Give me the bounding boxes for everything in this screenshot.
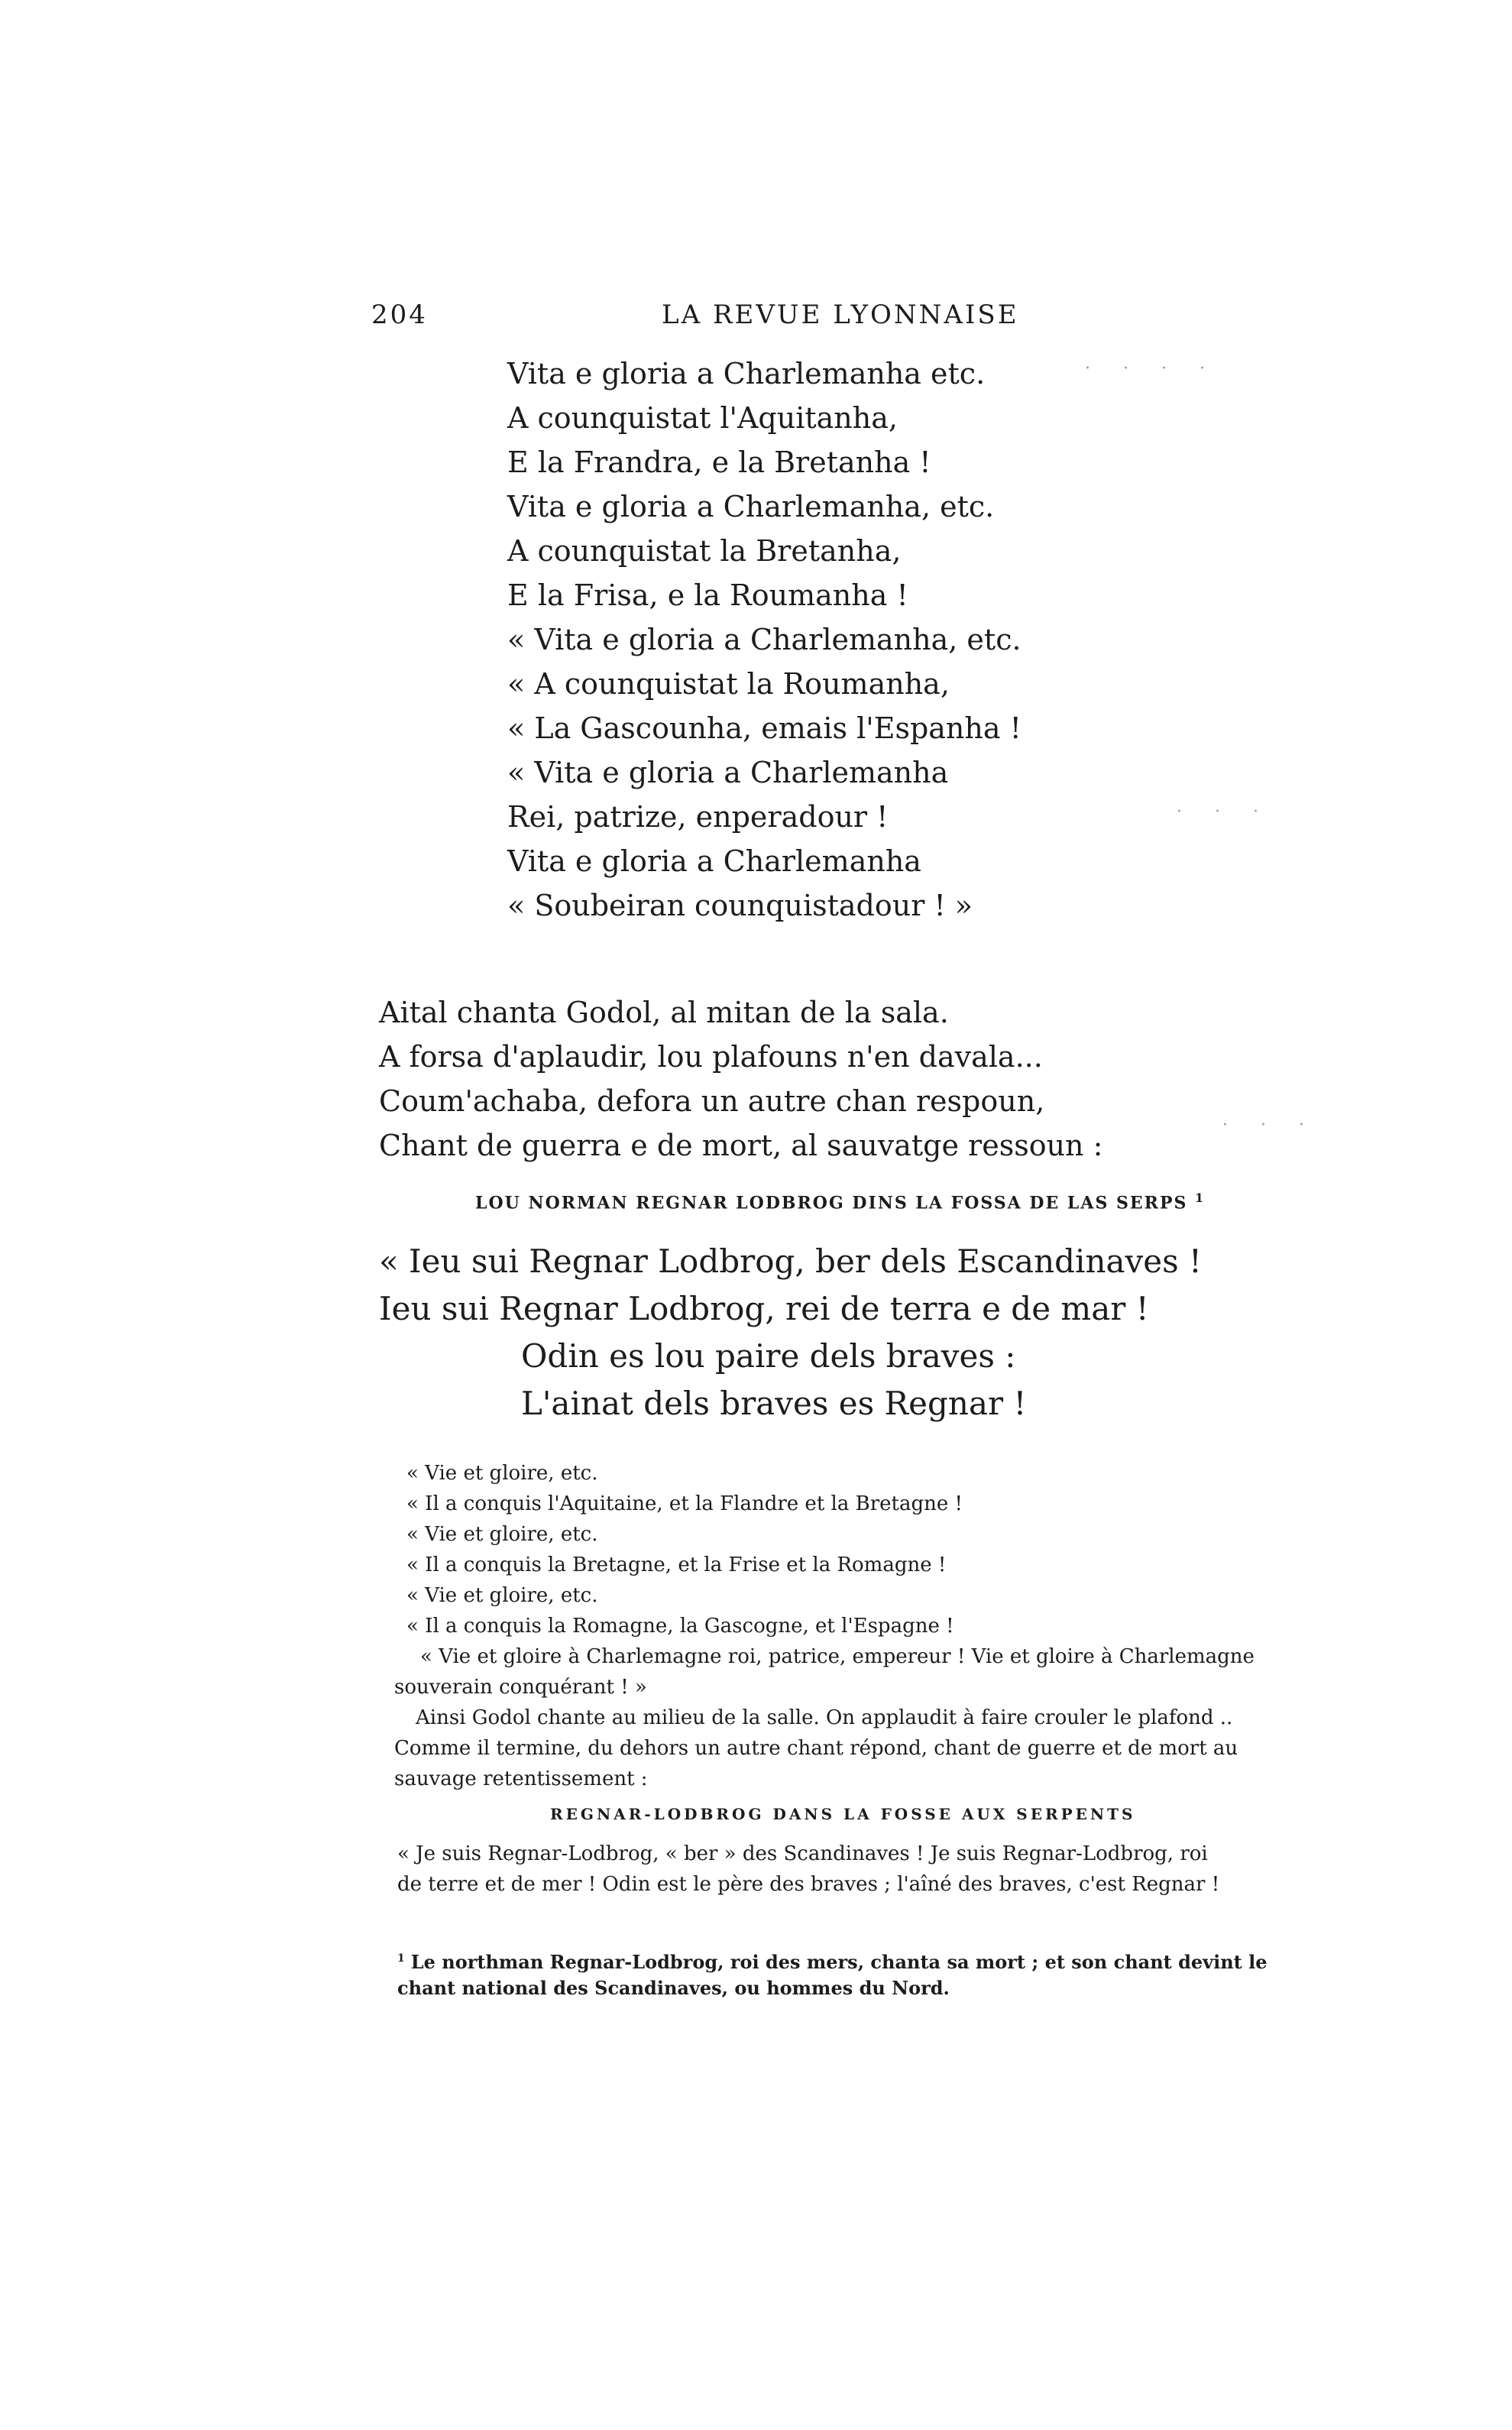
song-line: « La Gascounha, emais l'Espanha ! — [507, 711, 1021, 745]
song-line: « A counquistat la Roumanha, — [507, 667, 950, 701]
narration-line: Coum'achaba, defora un autre chan respoun, — [379, 1084, 1045, 1118]
footnote-text: Le northman Regnar-Lodbrog, roi des mers, chanta sa mort ; et son chant devint le — [410, 1951, 1268, 1973]
song-line: « Soubeiran counquistadour ! » — [507, 889, 973, 922]
regnar-line: L'ainat dels braves es Regnar ! — [521, 1385, 1027, 1422]
subtitle-text: LOU NORMAN REGNAR LODBROG DINS LA FOSSA DE LAS SERPS — [475, 1193, 1188, 1213]
song-line: Rei, patrize, enperadour ! — [507, 800, 889, 834]
footnote-mark: 1 — [397, 1952, 405, 1965]
translation-closing — [397, 1839, 1219, 1900]
narration-line: Aital chanta Godol, al mitan de la sala. — [379, 996, 949, 1029]
regnar-line: Ieu sui Regnar Lodbrog, rei de terra e de mar ! — [379, 1290, 1149, 1327]
translation-line: sauvage retentissement : — [394, 1767, 648, 1790]
regnar-verse — [379, 1238, 1202, 1427]
section-subtitle — [475, 1191, 1205, 1213]
translation-line: « Il a conquis la Bretagne, et la Frise et la Romagne ! — [406, 1554, 947, 1576]
regnar-line: « Ieu sui Regnar Lodbrog, ber dels Escandinaves ! — [379, 1243, 1202, 1280]
song-line: Vita e gloria a Charlemanha — [507, 844, 921, 878]
footnote-line — [397, 1946, 1268, 1975]
translation-line: « Il a conquis l'Aquitaine, et la Flandre et la Bretagne ! — [406, 1492, 963, 1515]
translation-block — [394, 1458, 1255, 1794]
song-line: « Vita e gloria a Charlemanha, etc. — [507, 623, 1021, 656]
narration-line: A forsa d'aplaudir, lou plafouns n'en davala... — [379, 1040, 1043, 1074]
translation-line: Comme il termine, du dehors un autre chant répond, chant de guerre et de mort au — [394, 1737, 1238, 1760]
translation-closing-line: « Je suis Regnar-Lodbrog, « ber » des Scandinaves ! Je suis Regnar-Lodbrog, roi — [397, 1842, 1208, 1865]
translation-closing-line: de terre et de mer ! Odin est le père des braves ; l'aîné des braves, c'est Regnar ! — [397, 1873, 1220, 1896]
song-line: A counquistat la Bretanha, — [507, 534, 902, 568]
footnote-ref: 1 — [1195, 1191, 1206, 1205]
scan-specks: · · · — [1222, 1116, 1318, 1135]
translation-line: « Vie et gloire, etc. — [406, 1523, 598, 1546]
song-line: E la Frisa, e la Roumanha ! — [507, 578, 908, 612]
song-line: « Vita e gloria a Charlemanha — [507, 756, 949, 789]
narration-verse — [379, 990, 1102, 1168]
translation-line: « Vie et gloire, etc. — [406, 1462, 598, 1485]
narration-line: Chant de guerra e de mort, al sauvatge ressoun : — [379, 1129, 1103, 1162]
translation-line: « Vie et gloire, etc. — [406, 1584, 598, 1607]
translation-subtitle: REGNAR-LODBROG DANS LA FOSSE AUX SERPENTS — [550, 1805, 1136, 1823]
translation-line: Ainsi Godol chante au milieu de la salle. On applaudit à faire crouler le plafond .. — [416, 1706, 1233, 1729]
song-verse — [507, 352, 1021, 928]
page-number: 204 — [371, 300, 428, 330]
song-line: Vita e gloria a Charlemanha, etc. — [507, 490, 995, 523]
running-title: LA REVUE LYONNAISE — [662, 300, 1019, 330]
scan-specks: · · · — [1177, 802, 1272, 821]
translation-line: « Vie et gloire à Charlemagne roi, patrice, empereur ! Vie et gloire à Charlemagne — [420, 1645, 1255, 1668]
translation-line: « Il a conquis la Romagne, la Gascogne, et l'Espagne ! — [406, 1615, 954, 1638]
song-line: Vita e gloria a Charlemanha etc. — [507, 357, 986, 390]
regnar-line: Odin es lou paire dels braves : — [521, 1337, 1016, 1375]
footnote-line: chant national des Scandinaves, ou hommes du Nord. — [397, 1977, 950, 1999]
translation-line: souverain conquérant ! » — [394, 1676, 647, 1699]
song-line: E la Frandra, e la Bretanha ! — [507, 446, 931, 479]
song-line: A counquistat l'Aquitanha, — [507, 401, 898, 435]
footnote — [397, 1946, 1268, 2001]
scan-specks: · · · · — [1085, 359, 1219, 378]
